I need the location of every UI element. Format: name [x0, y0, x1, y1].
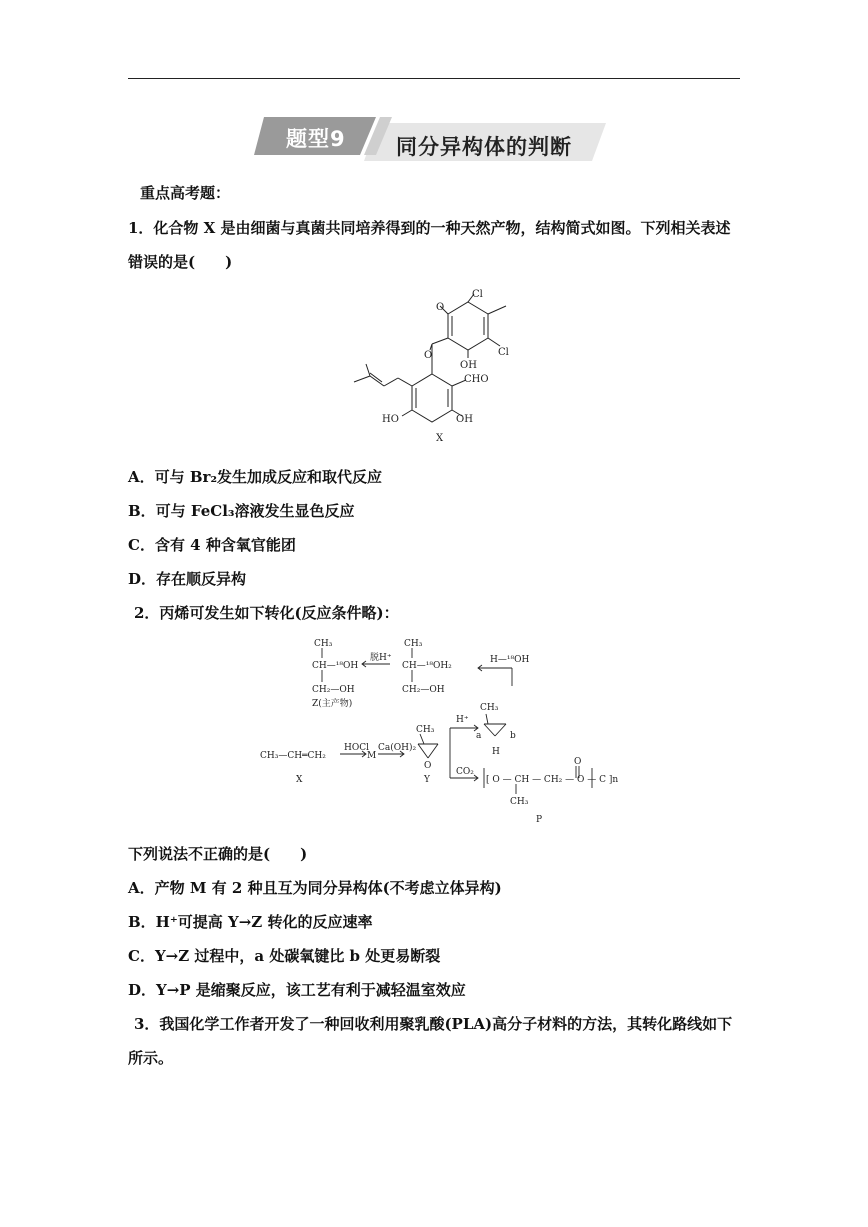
co2-reagent: CO₂ [456, 767, 474, 777]
h-label: H [492, 747, 500, 757]
p-chain: [ O — CH — CH₂ — O — C ]n [486, 775, 619, 785]
q1-option-d: D．存在顺反异构 [128, 570, 247, 588]
atom-oh-right: OH [456, 414, 473, 425]
z-ch2oh: CH₂—OH [312, 685, 355, 695]
z-ch3: CH₃ [314, 639, 333, 649]
h-ch3: CH₃ [480, 703, 499, 713]
m-label: M [367, 751, 377, 761]
p-label: P [536, 815, 543, 825]
topic-tag: 题型9 [286, 127, 346, 151]
q3-line1: 3．我国化学工作者开发了一种回收利用聚乳酸(PLA)高分子材料的方法，其转化路线如下 [134, 1015, 733, 1033]
q3-line2: 所示。 [128, 1049, 174, 1067]
deprotonation-label: 脱H⁺ [370, 653, 392, 663]
propene-scheme [256, 632, 619, 832]
q1-option-a: A．可与 Br₂发生加成反应和取代反应 [128, 468, 383, 486]
q1-stem-line1: 1．化合物 X 是由细菌与真菌共同培养得到的一种天然产物，结构简式如图。下列相关表述 [128, 219, 731, 237]
atom-cl-top: Cl [472, 289, 483, 300]
section-label: 重点高考题： [140, 184, 231, 202]
compound-x-label: X [436, 433, 444, 444]
x-label: X [296, 775, 303, 785]
bond-b-label: b [510, 731, 516, 741]
q1-stem-line2: 错误的是( ) [128, 253, 233, 271]
q2-question: 下列说法不正确的是( ) [128, 845, 308, 863]
hplus-reagent: H⁺ [456, 715, 469, 725]
mid-ch2oh: CH₂—OH [402, 685, 445, 695]
q2-stem: 2．丙烯可发生如下转化(反应条件略)： [134, 604, 399, 622]
y-ch3: CH₃ [416, 725, 435, 735]
q1-option-b: B．可与 FeCl₃溶液发生显色反应 [128, 502, 355, 520]
atom-o-carbonyl: O [424, 350, 433, 361]
p-carbonyl-o: O [574, 757, 582, 767]
q2-option-c: C．Y→Z 过程中，a 处碳氧键比 b 处更易断裂 [128, 947, 441, 965]
atom-ho-left: HO [382, 414, 399, 425]
q2-option-a: A．产物 M 有 2 种且互为同分异构体(不考虑立体异构) [128, 879, 502, 897]
z-label: Z(主产物) [312, 699, 353, 709]
q2-option-b: B．H⁺可提高 Y→Z 转化的反应速率 [128, 913, 373, 931]
y-oxygen: O [424, 761, 432, 771]
hocl-reagent: HOCl [344, 743, 369, 753]
y-label: Y [424, 775, 430, 785]
topic-title: 同分异构体的判断 [396, 135, 572, 159]
q1-option-c: C．含有 4 种含氧官能团 [128, 536, 296, 554]
p-ch3: CH₃ [510, 797, 529, 807]
bond-a-label: a [476, 731, 482, 741]
water-reagent: H—¹⁸OH [490, 655, 530, 665]
atom-oh-upper: OH [460, 360, 477, 371]
mid-ch3: CH₃ [404, 639, 423, 649]
topic-banner [256, 115, 608, 163]
atom-cl-right: Cl [498, 347, 509, 358]
propene-formula: CH₃—CH═CH₂ [260, 751, 326, 761]
compound-x-structure [340, 284, 550, 448]
atom-cho: CHO [464, 374, 489, 385]
caoh2-reagent: Ca(OH)₂ [378, 743, 417, 753]
atom-o-ring: O [436, 302, 445, 313]
mid-ch-oh2: CH—¹⁸OH₂ [402, 661, 452, 671]
header-rule [128, 78, 740, 79]
z-ch-oh: CH—¹⁸OH [312, 661, 359, 671]
q2-option-d: D．Y→P 是缩聚反应，该工艺有利于减轻温室效应 [128, 981, 466, 999]
